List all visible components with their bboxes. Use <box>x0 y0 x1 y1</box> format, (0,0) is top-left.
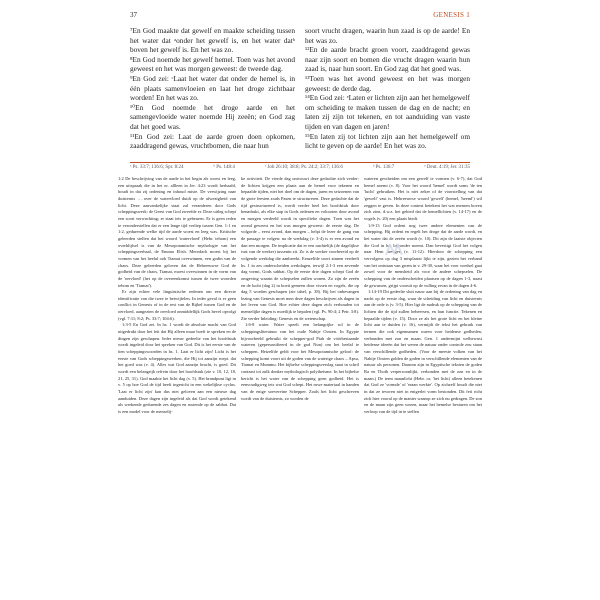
book-chapter-title: GENESIS 1 <box>433 11 470 19</box>
cross-reference: ᵃ Ps. 33:7; 136:6; Spr. 8:24 <box>130 165 184 170</box>
study-note: 1:14-19 Dit gedeelte sluit nauw aan bij de ordening van dag en nacht op de eerste dag, waar de scheiding van licht en duisternis aan de orde is (v. 3-5). Hier ligt de nadruk op de schepping van de lichten die de tijd zullen beheersen, en hun functie. Tekenen en bepaalde tijden (v. 15). Door ze als het grote licht en het kleine licht aan te duiden (v. 16), vermijdt de tekst het gebruik van termen die ook eigennamen waren voor heidense godheden, verbonden met zon en maan. Gen. 1 ondermijnt welbewust heidense ideeën dat het weren de natuur onder controle zou staan van verschillende godheden. (Voor de meeste volken van het Nabije Oosten golden de goden in verschillende elementen van de natuur als personen. Daarom zijn in Egyptische teksten de goden Ra en Thoth verpersoonlijkt, verbonden met de zon en in de maan.) De term maanlicht (Hebr. or, 'het licht) alleen betekenen dat God ze 'vormde' of 'eraan werkte'. Op zichzelf houdt die niet in dat ze tevoren niet in enigerlei vorm bestonden. Dit feit richt zich hier vooral op de manier waarop ze zich nu gedragen. De zon en de maan zijn geen wezen, maar het hemelse besturen om het verloop van de tijd in te stellen <box>364 289 482 414</box>
verse-paragraph: ¹⁴En God zei: ᵉLaten er lichten zijn aan het hemelgewelf om scheiding te maken tussen de dag en de nacht; en laten zij zijn tot tekenen, en tot aanduiding van vaste tijden en van dagen en jaren! <box>305 93 470 131</box>
study-notes <box>118 176 482 594</box>
study-note: 1:3-5 En God zei. In hs. 1 wordt de absolute macht van God uitgedrukt door het feit dat Hij alleen maar hoeft te spreken en de dingen zijn geschapen. Ieder nieuw gedeelte van het hoofdstuk wordt ingeleid door het spreken van God. Dit is het eerste van de tien scheppingswoorden in hs. 1. Laat er licht zijn! Licht is het eerste van Gods scheppingswerken, die Hij tot aanzijn roept. dat het goed was (v. 4). Alles wat God aanzijn bracht, is goed. Dit wordt een belangrijk refrein door het hoofdstuk (zie v. 10, 12, 18, 21, 25, 31). God maakte het licht dag (v. 5). Het brandpunt ligt in v. 5 op hoe God de tijd heeft ingericht in een wekelijkse cyclus. 'Laat er licht zijn' kan dus niet geloven aan een nieuwe dag aanduiden. Deze dagen zijn ingeleid als dat God wordt getekend als werkende gedurende zes dagen en rustende op de sabbat. Dat is een model voor de menselij- <box>118 322 236 414</box>
verse-paragraph: soort vrucht dragen, waarin hun zaad is op de aarde! En het was zo. <box>305 26 470 45</box>
study-notes-column-1 <box>118 176 236 594</box>
verse-paragraph: ⁷En God maakte dat gewelf en maakte scheiding tussen het water dat ᵃonder het gewelf is, en het water datᵇ boven het gewelf is. En het was zo. <box>130 26 295 55</box>
running-header <box>130 9 470 21</box>
cross-references <box>130 162 470 172</box>
study-notes-column-3 <box>364 176 482 594</box>
verse-paragraph: ¹⁵En laten zij tot lichten zijn aan het hemelgewelf om licht te geven op de aarde! En het was zo. <box>305 131 470 151</box>
verse-paragraph: ¹¹En God zei: Laat de aarde groen doen opkomen, zaaddragend gewas, vruchtbomen, die naar hun <box>130 131 295 151</box>
study-note: 1:6-8 water. Water speelt een belangrijke rol in de scheppingsliteratuur van het oude Nabije Oosten. In Egypte bijvoorbeeld gebruikt de schepper-god Ptah de vóórbestaande wateren (gepersonifieerd in de god Nun) om het heelal te scheppen. Hetzelfde geldt voor het Mesopotamische geloof: de schepping komt voort uit de goden van de waterige chaos – Apsu, Tiamat en Mummu. Het bijbelse scheppingsverslag staat in schril contrast tot zulk donker mythologisch polytheïsme. In het bijbelse bericht is het water van de schepping geen godheid. Het is eenvoudigweg iets wat God schept. Het ruwe materiaal in handen van de enige soevereine Schepper. Zoals het licht geschreven wordt van de duisternis, zo worden de <box>241 322 359 401</box>
verse-paragraph: ⁸En God noemde het gewelf hemel. Toen was het avond geweest en het was morgen geweest: de tweede dag. <box>130 54 295 74</box>
cross-reference: ᶜ Job 26:10; 38:8; Ps. 24:2; 33:7; 136:6 <box>264 165 343 170</box>
page-number: 37 <box>130 11 137 19</box>
cross-reference: ᵈ Ps. 136:7 <box>372 165 395 170</box>
verse-paragraph: ¹²En de aarde bracht groen voort, zaaddragend gewas naar zijn soort en bomen die vrucht dragen waarin hun zaad is, naar hun soort. En God zag dat het goed was. <box>305 45 470 74</box>
study-notes-column-2 <box>241 176 359 594</box>
scripture-text <box>130 26 470 158</box>
scripture-column-left <box>130 26 295 158</box>
scripture-column-right <box>305 26 470 158</box>
cross-reference: ᵇ Ps. 148:4 <box>213 165 235 170</box>
study-note: 1:9-13 God ordent nog twee andere elementen van de schepping. Hij ordent en regelt het droge dat de aarde wordt, en het water dat de zeeën wordt (v. 10). Dit zijn de laatste objecten die God in het bijzonder noemt. Dan bevestigt God het volgen naar Hem brengen (v. 11-12). Hierdoor de schepping een vervolgens op dag 3 misplaatst lijkt te zijn, gezien het verband van het ontstaan van groen in v. 29-30, waar het voor voedsel gaat zowel voor de mensheid als voor de andere schepselen. De schepping van de onderscheiden plaatsen op de dagen 1-3, naast de gewassen, grijpt vooruit op de vulling ervan in de dagen 4-6. <box>364 222 482 288</box>
study-note: 1:2 De beschrijving van de aarde in het begin als woest en leeg, een uitspraak die in het or. allleen in Jer. 4:23 wordt herhaald, houdt in dat zij ordening en inhoud miste. De verwijzing naar duisternis … over de watervloed duidt op de afwezigheid van licht. Deze aanvankelijke staat zal veranderen door Gods scheppingswerk: de Geest van God zweefde er. Deze uitleg schept een soort verwachting; er staat iets te gebeuren. Er is geen reden te veronderstellen dat er een lange tijd verliep tussen Gen. 1:1 en 1:2, gedurende welke tijd de aarde woest en leeg was. Kritische geleerden stellen dat het woord 'watervloed' (Hebr. tehom) een overblijfsel is van de Mesopotamische mythologie van het scheppingsverhaal, de Enuma Elish. Merodach moest bij het vormen van het heelal ook Tiamat overwinnen, een godin van de chaos. Deze geleerden geloven dat de Hebreeuwse God de godheid van de chaos, Tiamat, moest overwinnen in de vorm van de 'oervloed' (het op de overeenkomst tussen de twee woorden tehom en 'Tiamat'). <box>118 176 236 288</box>
study-note: Er zijn echter vele linguïstische redenen om een directe identificatie van die twee te betwijfelen. In ieder geval is er geen conflict in Genesis of in de rest van de Bijbel tussen God en de oervloed, aangezien de oervloed onmiddellijk Gods bevel opvolgt (vgl. 7:11; 8:2; Ps. 33:7; 104:6). <box>118 289 236 321</box>
cross-reference: ᵉ Deut. 4:19; Jer. 31:35 <box>424 165 470 170</box>
study-note: ke activiteit. De vierde dag ontvouwt deze gedachte zich verder: de lichten krijgen een plaats aan de hemel voor tekenen en bepaalde tijden, niet het doel om de dagen, jaren en seizoenen van de grote feesten zoals Pasen te structureren. Deze gedachte dat de tijd gestructureerd is, wordt verder heel het hoofdstuk door benadrukt, als elke stap in Gods ordenen en voltooien door avond en morgen verdeeld wordt in specifieke dagen. Toen was het avond geweest en het was morgen geweest: de eerste dag. De volgorde – eerst avond, dan morgen – helpt de lezer de gang van de passage te volgen: na de werkdag (v. 3-4) is er een avond en dan een morgen. De implicatie dat er een nachtelijk (de dagelijkse rust van de werker) tussenin zit. Zo is de werker voorbereid op de volgende werkdag die aanbreekt. Eenzelfde soort zinnen verdeelt hs. 1 in zes onderscheiden werkdagen, terwijl 2:1-3 een zevende dag vormt, Gods sabbat. Op de eerste drie dagen schept God de omgeving waarin de schepselen zullen wonen. Zo zijn de zeeën en de lucht (dag 2) in boeit gemeen door vissen en vogels, die op dag 5 worden geschapen (zie tabel, p. 38). Bij het onbevangen lezing van Genesis moet men deze dagen beschrijven als dagen in het leven van God. Hoe echter deze dagen zich verhouden tot menselijke dagen is moeilijk te bepalen (vgl. Ps. 90:4; 2 Petr. 3:8). Zie verder Inleiding: Genesis en de wetenschap. <box>241 176 359 321</box>
study-note: wateren gescheiden om een gewelf te vormen (v. 6-7), dat God hemel noemt (v. 8). Voor het woord 'hemel' wordt soms 'de ten 'lucht' gebruiken. Het is niet zeker of de voorstelling van dat 'gewelf' vast is. Hebreeuwse woord 'gewelf' (hemel, 'heeml') wil zeggen te geven. In deze context betekent het wat mensen boven zich zien, d.w.z. het gebied dat de hemellichten (v. 14-17) en de vogels (v. 20) een plaats biedt. <box>364 176 482 221</box>
verse-paragraph: ⁹En God zei: ᶜLaat het water dat onder de hemel is, in één plaats samenvloeien en laat het droge zichtbaar worden! En het was zo. <box>130 73 295 103</box>
verse-paragraph: ¹⁰En God noemde het droge aarde en het samengevloeide water noemde Hij zeeën; en God zag dat het goed was. <box>130 102 295 131</box>
verse-paragraph: ¹³Toen was het avond geweest en het was morgen geweest: de derde dag. <box>305 73 470 93</box>
